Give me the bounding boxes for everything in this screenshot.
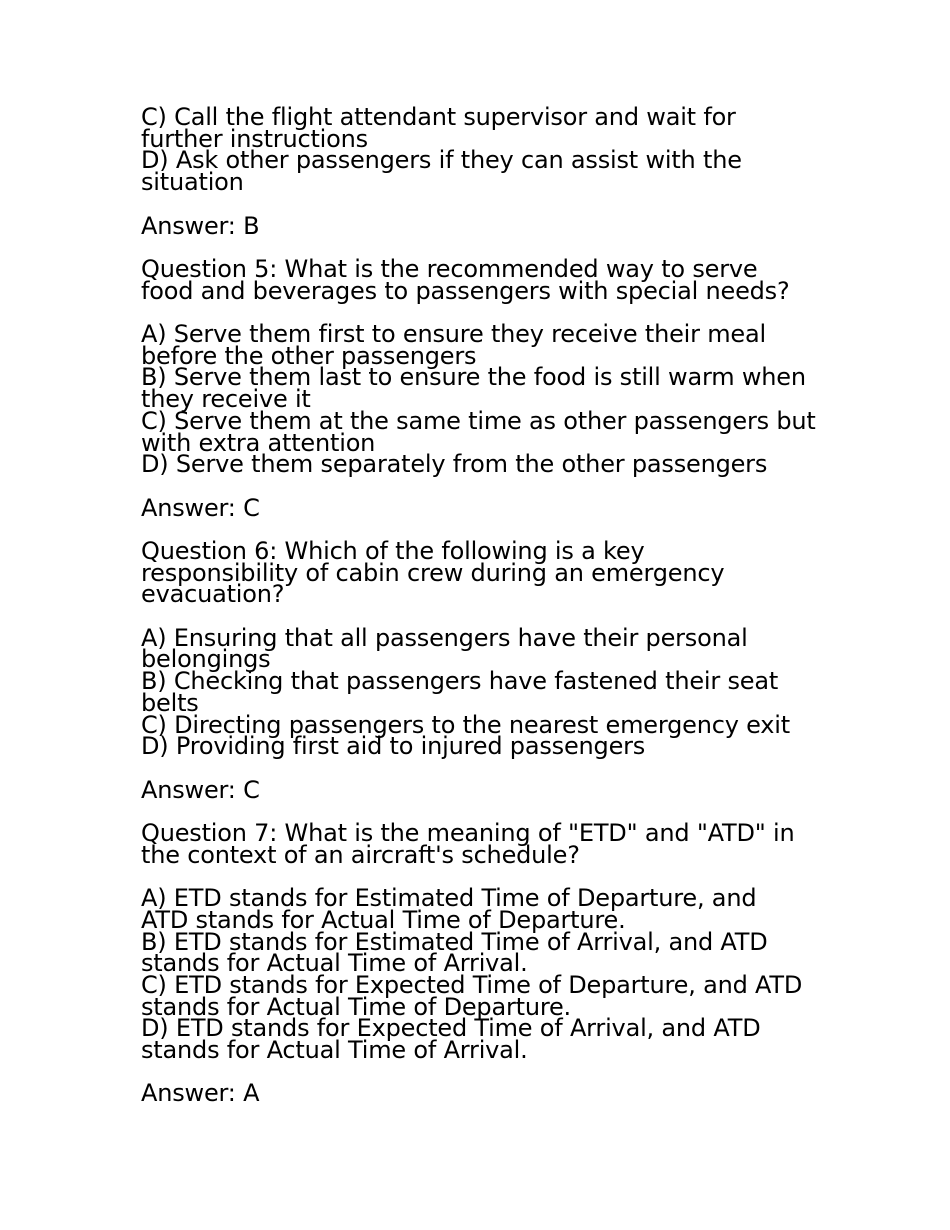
q6-option-b-line-1: B) Checking that passengers have fastened their seat	[141, 667, 779, 696]
q7-option-a-line-2: ATD stands for Actual Time of Departure.	[141, 905, 626, 934]
q6-option-a-line-1: A) Ensuring that all passengers have their personal	[141, 623, 748, 652]
answer-q6: Answer: C	[141, 775, 260, 804]
q6-option-b-line-2: belts	[141, 688, 199, 717]
document-page	[141, 103, 821, 1108]
q5-option-b-line-1: B) Serve them last to ensure the food is still warm when	[141, 363, 806, 392]
question-6	[141, 536, 821, 609]
q5-option-c-line-2: with extra attention	[141, 428, 376, 457]
q7-option-b-line-2: stands for Actual Time of Arrival.	[141, 949, 528, 978]
q7-option-b-line-1: B) ETD stands for Estimated Time of Arrival, and ATD	[141, 927, 768, 956]
q7-option-c-line-2: stands for Actual Time of Departure.	[141, 992, 571, 1021]
question-5-options	[141, 319, 821, 479]
q7-option-d-line-1: D) ETD stands for Expected Time of Arrival, and ATD	[141, 1014, 761, 1043]
question-6-options	[141, 623, 821, 761]
q5-option-c-line-1: C) Serve them at the same time as other passengers but	[141, 406, 816, 435]
question-5-text-line-2: food and beverages to passengers with special needs?	[141, 276, 790, 305]
answer-q5: Answer: C	[141, 493, 260, 522]
option-c-line-1: C) Call the flight attendant supervisor and wait for	[141, 103, 736, 131]
option-d-line-2: situation	[141, 168, 244, 197]
question-6-text-line-1: Question 6: Which of the following is a key	[141, 536, 645, 565]
q5-option-d-line-1: D) Serve them separately from the other passengers	[141, 450, 768, 479]
continued-options	[141, 103, 821, 197]
option-c-line-2: further instructions	[141, 124, 368, 153]
question-7	[141, 819, 821, 869]
question-6-text-line-3: evacuation?	[141, 580, 285, 609]
q5-option-b-line-2: they receive it	[141, 385, 311, 414]
q5-option-a-line-1: A) Serve them first to ensure they receive their meal	[141, 319, 766, 348]
question-5	[141, 254, 821, 305]
q7-option-c-line-1: C) ETD stands for Expected Time of Departure, and ATD	[141, 970, 803, 999]
question-5-text-line-1: Question 5: What is the recommended way to serve	[141, 254, 758, 283]
q7-option-d-line-2: stands for Actual Time of Arrival.	[141, 1036, 528, 1065]
answer-continued: Answer: B	[141, 211, 260, 240]
question-7-options	[141, 884, 821, 1065]
q6-option-a-line-2: belongings	[141, 645, 271, 674]
q5-option-a-line-2: before the other passengers	[141, 341, 477, 370]
question-7-text-line-2: the context of an aircraft's schedule?	[141, 840, 580, 869]
q7-option-a-line-1: A) ETD stands for Estimated Time of Departure, and	[141, 884, 757, 913]
question-7-text-line-1: Question 7: What is the meaning of "ETD" and "ATD" in	[141, 819, 795, 848]
q6-option-c-line-1: C) Directing passengers to the nearest emergency exit	[141, 710, 790, 739]
answer-q7: Answer: A	[141, 1079, 260, 1108]
question-6-text-line-2: responsibility of cabin crew during an emergency	[141, 558, 725, 587]
q6-option-d-line-1: D) Providing first aid to injured passengers	[141, 732, 646, 761]
option-d-line-1: D) Ask other passengers if they can assist with the	[141, 146, 742, 175]
